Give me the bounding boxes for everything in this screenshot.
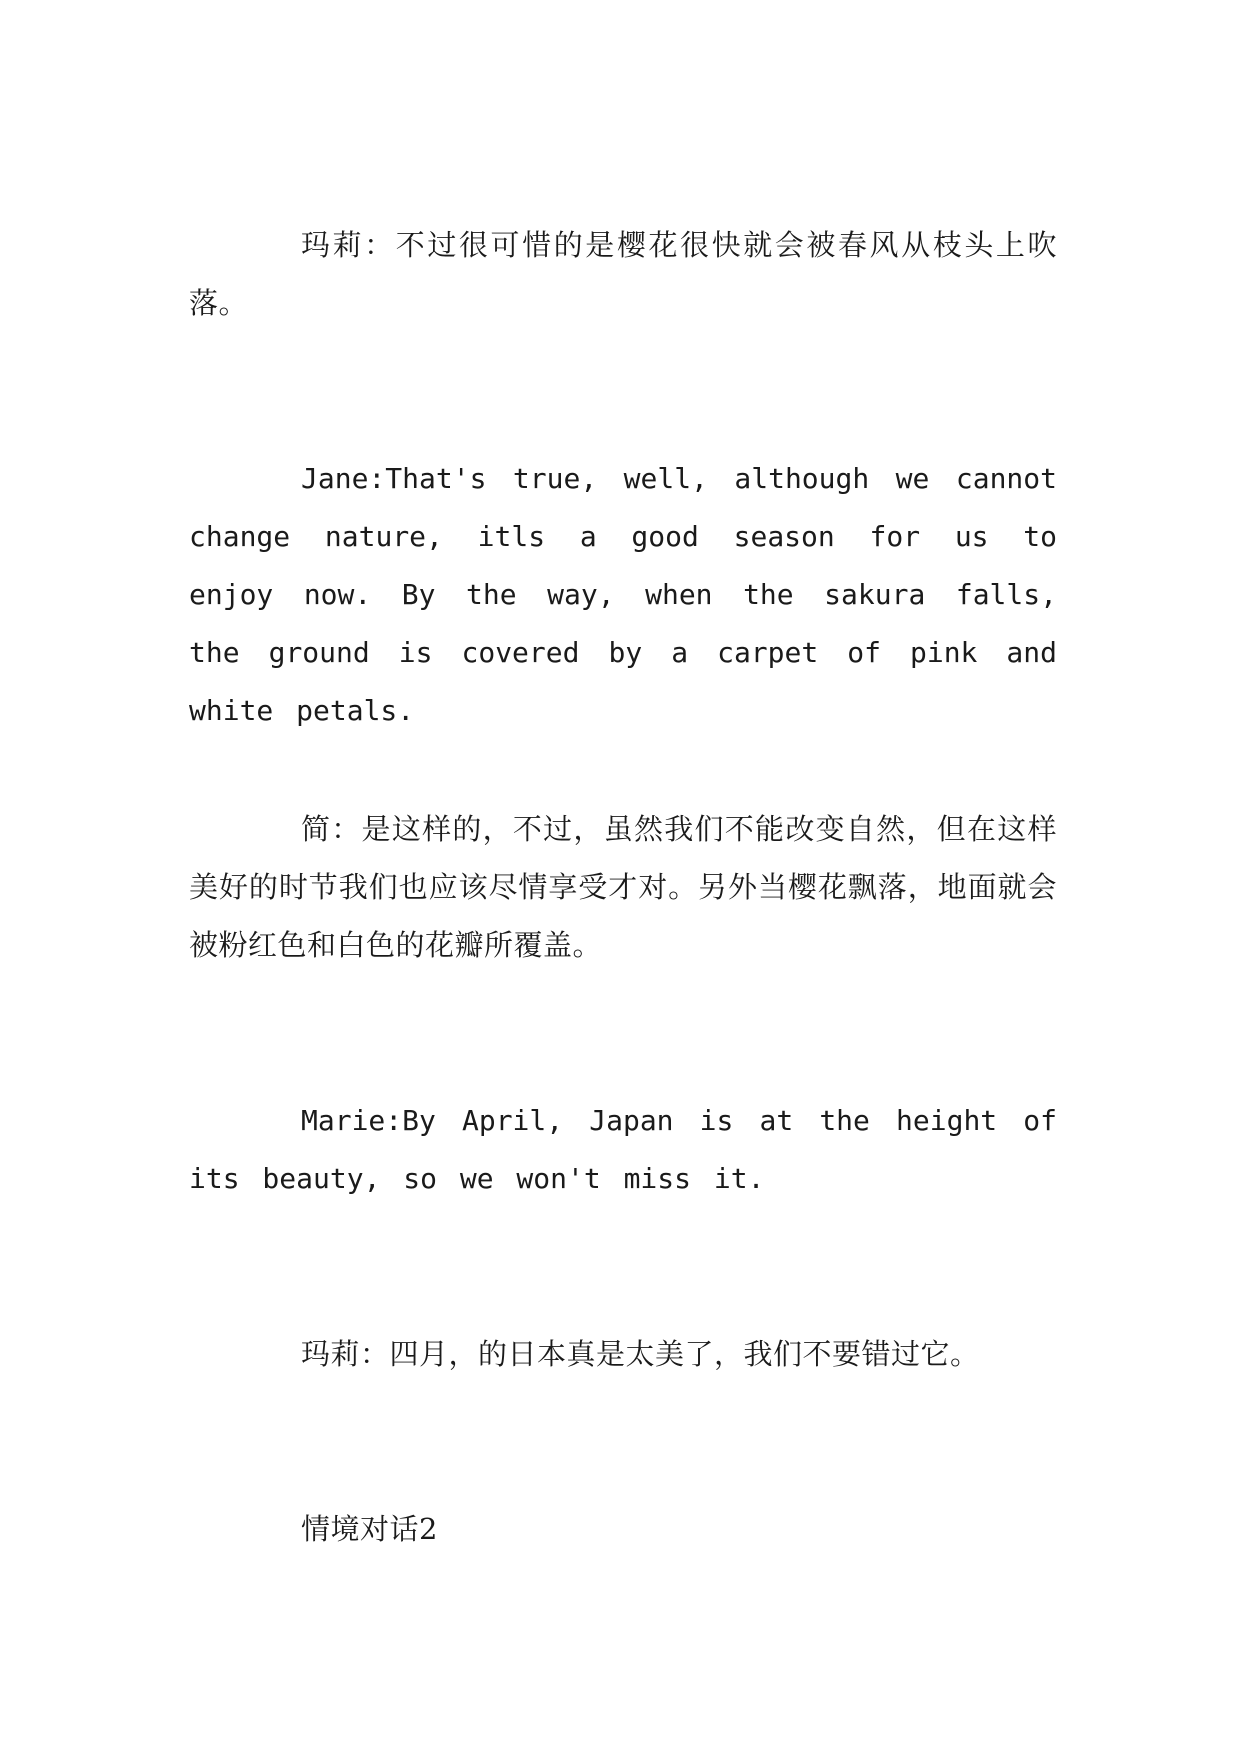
section-heading-dialogue-2: 情境对话2 bbox=[301, 1512, 438, 1546]
paragraph-marie-chinese-1: 玛莉：不过很可惜的是樱花很快就会被春风从枝头上吹落。 bbox=[189, 228, 1057, 320]
paragraph-marie-english: Marie:By April, Japan is at the height of its beauty, so we won't miss it. bbox=[189, 1104, 1057, 1195]
paragraph-marie-chinese-2: 玛莉：四月，的日本真是太美了，我们不要错过它。 bbox=[301, 1337, 980, 1371]
paragraph-jane-english: Jane:That's true, well, although we cannot change nature, itls a good season for us to enjoy now. By the way, when the sakura falls, the ground is covered by a carpet of pink and white petals. bbox=[189, 462, 1057, 727]
paragraph-jane-chinese: 简：是这样的，不过，虽然我们不能改变自然，但在这样美好的时节我们也应该尽情享受才对。另外当樱花飘落，地面就会被粉红色和白色的花瓣所覆盖。 bbox=[189, 812, 1057, 962]
